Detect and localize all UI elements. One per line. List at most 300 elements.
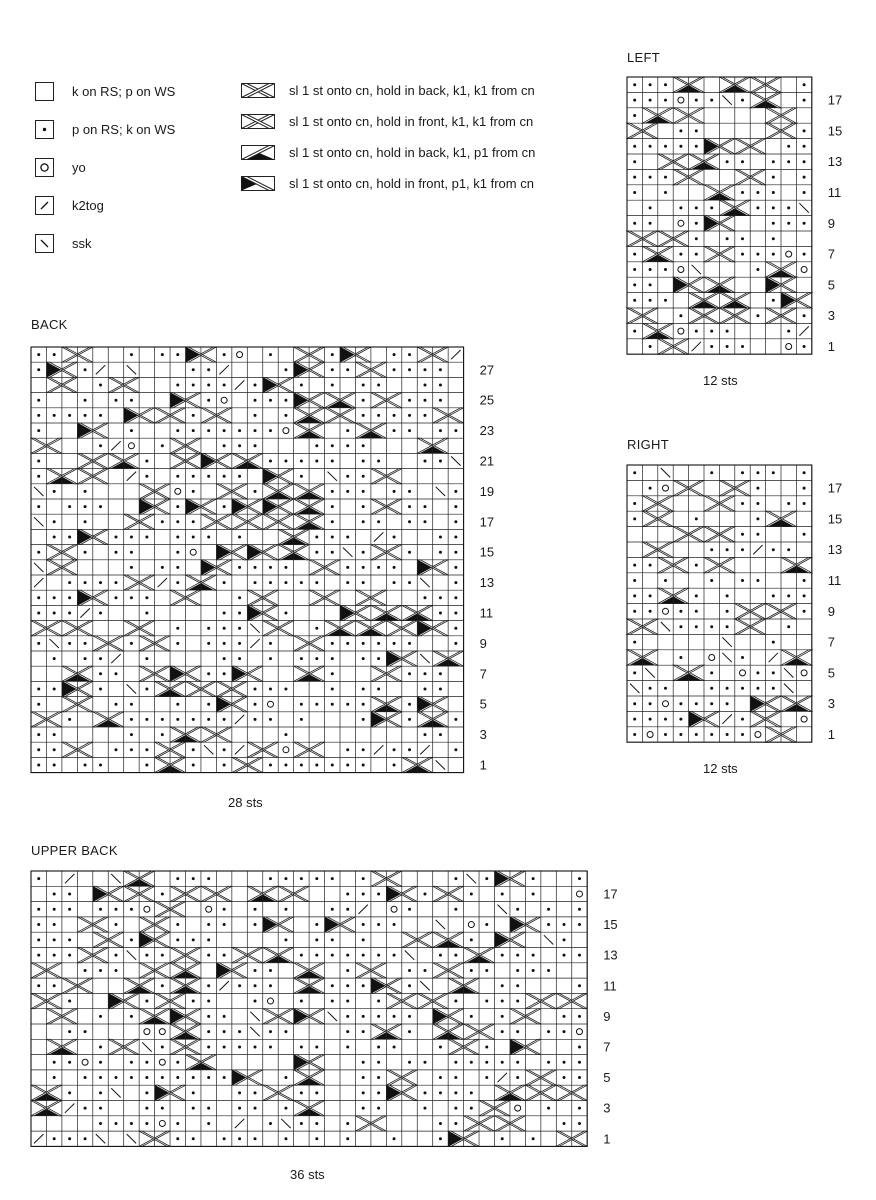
purl-symbol [223,612,226,615]
yo-symbol [678,220,684,226]
purl-symbol [53,764,56,767]
purl-symbol [346,984,349,987]
purl-symbol [516,984,519,987]
ssk-symbol [420,981,429,990]
left-chart-title: LEFT [627,50,660,65]
purl-symbol [269,581,272,584]
purl-symbol [192,877,195,880]
purl-symbol [393,566,396,569]
purl-symbol [145,688,148,691]
purl-symbol [192,748,195,751]
k2tog-symbol [65,874,74,883]
purl-symbol [269,1122,272,1125]
purl-symbol [68,505,71,508]
purl-symbol [161,733,164,736]
purl-symbol [695,733,698,736]
purl-symbol [362,505,365,508]
yo-symbol [206,906,212,912]
purl-symbol [408,399,411,402]
purl-symbol [423,1107,426,1110]
purl-symbol [408,368,411,371]
purl-symbol [439,1137,442,1140]
purl-symbol [161,954,164,957]
row-number: 17 [479,514,495,530]
purl-symbol [377,1107,380,1110]
purl-symbol [423,892,426,895]
purl-symbol [408,984,411,987]
purl-symbol [454,490,457,493]
ssk-symbol [544,935,553,944]
purl-symbol [53,892,56,895]
purl-symbol [346,581,349,584]
row-number: 23 [479,423,495,439]
purl-symbol [346,954,349,957]
purl-symbol [423,520,426,523]
row-number: 1 [827,727,836,742]
purl-symbol [68,596,71,599]
purl-symbol [362,1076,365,1079]
purl-symbol [772,160,775,163]
purl-symbol [362,1107,365,1110]
k2tog-symbol [34,1134,43,1143]
purl-symbol [176,718,179,721]
purl-symbol [563,923,566,926]
purl-symbol [695,222,698,225]
purl-symbol [145,475,148,478]
purl-symbol [223,429,226,432]
purl-symbol [37,908,40,911]
purl-symbol [207,1030,210,1033]
purl-symbol [454,718,457,721]
purl-symbol [664,268,667,271]
purl-symbol [254,908,257,911]
upper-back-stitch-count: 36 sts [290,1167,325,1182]
purl-symbol [331,1000,334,1003]
purl-symbol [346,642,349,645]
purl-symbol [741,253,744,256]
grid-lines [627,465,812,742]
purl-symbol [238,566,241,569]
purl-symbol [161,984,164,987]
purl-symbol [470,1015,473,1018]
purl-symbol [207,429,210,432]
purl-symbol [710,99,713,102]
purl-symbol [53,1076,56,1079]
purl-symbol [269,969,272,972]
purl-symbol [664,145,667,148]
yo-symbol [221,397,227,403]
purl-symbol [331,353,334,356]
purl-symbol [207,703,210,706]
purl-symbol [439,536,442,539]
purl-symbol [145,748,148,751]
purl-symbol [114,596,117,599]
purl-symbol [192,475,195,478]
purl-symbol [331,384,334,387]
purl-symbol [331,877,334,880]
purl-symbol [377,1091,380,1094]
purl-symbol [803,471,806,474]
purl-symbol [254,688,257,691]
purl-symbol [130,353,133,356]
purl-symbol [53,748,56,751]
purl-symbol [68,954,71,957]
purl-symbol [393,353,396,356]
row-number: 11 [479,605,494,621]
purl-symbol [470,1107,473,1110]
purl-symbol [803,191,806,194]
purl-symbol [37,984,40,987]
purl-symbol [130,733,133,736]
purl-symbol [331,703,334,706]
yo-symbol [678,267,684,273]
purl-symbol [37,399,40,402]
purl-symbol [176,429,179,432]
purl-symbol [254,984,257,987]
purl-symbol [254,444,257,447]
purl-symbol [145,536,148,539]
purl-symbol [362,551,365,554]
purl-symbol [114,703,117,706]
purl-symbol [772,641,775,644]
purl-symbol [633,564,636,567]
purl-symbol [346,536,349,539]
purl-symbol [393,923,396,926]
purl-symbol [99,1107,102,1110]
purl-symbol [393,1015,396,1018]
purl-symbol [130,908,133,911]
purl-symbol [331,536,334,539]
yo-symbol [159,1059,165,1065]
purl-symbol [408,908,411,911]
purl-symbol [377,1045,380,1048]
purl-symbol [207,642,210,645]
purl-symbol [393,954,396,957]
purl-symbol [787,206,790,209]
purl-symbol [269,877,272,880]
purl-symbol [787,145,790,148]
purl-symbol [176,1061,179,1064]
yo-symbol [144,906,150,912]
purl-symbol [741,99,744,102]
purl-symbol [145,657,148,660]
purl-symbol [284,1076,287,1079]
yo-symbol [267,998,273,1004]
purl-symbol [393,414,396,417]
purl-symbol [315,581,318,584]
purl-symbol [331,444,334,447]
row-number: 3 [827,696,836,712]
purl-symbol [284,938,287,941]
row-number: 9 [827,215,836,231]
purl-symbol [423,688,426,691]
purl-symbol [84,1076,87,1079]
purl-symbol [84,551,87,554]
purl-symbol [331,764,334,767]
purl-symbol [454,1122,457,1125]
purl-symbol [695,330,698,333]
purl-symbol [161,1045,164,1048]
row-number: 27 [479,362,495,378]
purl-symbol [741,533,744,536]
purl-symbol [726,733,729,736]
purl-symbol [664,176,667,179]
purl-symbol [516,1000,519,1003]
purl-symbol [393,368,396,371]
purl-symbol [485,1061,488,1064]
purl-symbol [254,1137,257,1140]
purl-symbol [710,206,713,209]
left-stitch-count: 12 sts [703,373,738,388]
ssk-symbol [328,1012,337,1021]
purl-symbol [664,299,667,302]
purl-symbol [68,612,71,615]
purl-symbol [346,748,349,751]
ssk-symbol [204,745,213,754]
purl-symbol [346,368,349,371]
purl-symbol [741,687,744,690]
purl-symbol [726,160,729,163]
purl-symbol [803,160,806,163]
purl-symbol [300,764,303,767]
purl-symbol [679,733,682,736]
purl-symbol [408,353,411,356]
purl-symbol [238,657,241,660]
ssk-symbol [420,578,429,587]
purl-symbol [485,1000,488,1003]
purl-symbol [649,145,652,148]
purl-symbol [393,536,396,539]
purl-symbol [300,460,303,463]
purl-symbol [331,938,334,941]
purl-symbol [99,1045,102,1048]
purl-symbol [633,610,636,613]
purl-symbol [741,548,744,551]
yo-symbol [128,443,134,449]
purl-symbol [315,703,318,706]
purl-symbol [53,1061,56,1064]
ssk-symbol [467,874,476,883]
purl-symbol [53,612,56,615]
row-number: 11 [827,185,842,200]
yo-symbol [515,1105,521,1111]
purl-symbol [84,969,87,972]
purl-symbol [439,1091,442,1094]
purl-symbol [161,1107,164,1110]
purl-symbol [408,969,411,972]
purl-symbol [84,581,87,584]
k2tog-symbol [753,545,762,554]
purl-symbol [362,954,365,957]
purl-symbol [454,505,457,508]
row-number: 13 [479,575,495,591]
purl-symbol [408,718,411,721]
purl-symbol [207,923,210,926]
purl-symbol [532,877,535,880]
purl-symbol [649,299,652,302]
purl-symbol [439,399,442,402]
purl-symbol [84,520,87,523]
purl-symbol [362,984,365,987]
row-number: 7 [827,634,836,650]
purl-symbol [454,520,457,523]
purl-symbol [454,566,457,569]
purl-symbol [649,718,652,721]
legend-label: yo [72,160,86,175]
yo-symbol [786,251,792,257]
purl-symbol [679,718,682,721]
purl-symbol [223,1137,226,1140]
purl-symbol [516,1061,519,1064]
purl-symbol [563,954,566,957]
purl-symbol [563,1030,566,1033]
purl-symbol [269,657,272,660]
purl-symbol [633,579,636,582]
purl-symbol [772,548,775,551]
purl-symbol [53,596,56,599]
purl-symbol [114,748,117,751]
purl-symbol [633,145,636,148]
purl-symbol [192,520,195,523]
purl-symbol [53,414,56,417]
yo-symbol [740,670,746,676]
purl-symbol [362,520,365,523]
purl-symbol [547,1030,550,1033]
purl-symbol [53,353,56,356]
purl-symbol [68,938,71,941]
purl-symbol [439,688,442,691]
purl-symbol [68,1061,71,1064]
purl-symbol [741,471,744,474]
purl-symbol [223,954,226,957]
purl-symbol [362,444,365,447]
k2tog-symbol [451,350,460,359]
purl-symbol [726,237,729,240]
right-stitch-count: 12 sts [703,761,738,776]
purl-symbol [439,368,442,371]
purl-symbol [300,1000,303,1003]
purl-symbol [423,1061,426,1064]
legend-label: sl 1 st onto cn, hold in front, k1, k1 from cn [289,114,534,129]
purl-symbol [99,969,102,972]
purl-symbol [254,1107,257,1110]
purl-symbol [223,1030,226,1033]
purl-symbol [756,579,759,582]
purl-symbol [803,502,806,505]
purl-symbol [741,160,744,163]
purl-symbol [346,566,349,569]
purl-symbol [633,299,636,302]
purl-symbol [578,1015,581,1018]
purl-symbol [633,641,636,644]
ssk-symbol [784,684,793,693]
purl-symbol [300,384,303,387]
ssk-symbol [343,548,352,557]
ssk-symbol [111,1088,120,1097]
purl-symbol [485,923,488,926]
purl-symbol [803,145,806,148]
purl-symbol [130,1015,133,1018]
k2tog-symbol [65,1104,74,1113]
purl-symbol [114,399,117,402]
back-chart-grid [31,347,494,773]
purl-symbol [331,505,334,508]
purl-symbol [649,487,652,490]
purl-symbol [114,923,117,926]
purl-symbol [68,581,71,584]
purl-symbol [37,368,40,371]
legend-label: ssk [72,236,92,251]
yo-symbol [755,732,761,738]
purl-symbol [223,923,226,926]
ssk-symbol [436,487,445,496]
purl-symbol [501,954,504,957]
row-number: 5 [603,1070,611,1086]
purl-symbol [207,384,210,387]
purl-symbol [633,330,636,333]
purl-symbol [300,718,303,721]
purl-symbol [238,612,241,615]
purl-symbol [223,718,226,721]
purl-symbol [362,938,365,941]
row-number: 11 [603,978,617,994]
purl-symbol [315,954,318,957]
purl-symbol [710,687,713,690]
purl-symbol [408,551,411,554]
purl-symbol [741,191,744,194]
purl-symbol [710,733,713,736]
purl-symbol [741,733,744,736]
yo-symbol [576,891,582,897]
purl-symbol [756,268,759,271]
yo-symbol [663,485,669,491]
purl-symbol [423,368,426,371]
purl-symbol [649,83,652,86]
purl-symbol [563,1015,566,1018]
purl-symbol [331,551,334,554]
purl-symbol [756,314,759,317]
purl-symbol [679,145,682,148]
purl-symbol [192,718,195,721]
purl-symbol [741,656,744,659]
purl-symbol [516,969,519,972]
purl-symbol [238,1045,241,1048]
purl-symbol [408,581,411,584]
purl-symbol [192,414,195,417]
purl-symbol [114,672,117,675]
ssk-symbol [127,365,136,374]
purl-symbol [633,268,636,271]
purl-symbol [130,399,133,402]
upper-back-chart-grid [31,871,618,1146]
purl-symbol [300,1091,303,1094]
purl-symbol [331,672,334,675]
purl-symbol [756,206,759,209]
purl-symbol [787,548,790,551]
purl-symbol [803,222,806,225]
purl-symbol [223,1045,226,1048]
row-number: 3 [479,727,487,743]
purl-symbol [207,954,210,957]
purl-symbol [284,733,287,736]
k2tog-symbol [235,380,244,389]
purl-symbol [501,1015,504,1018]
purl-symbol [37,954,40,957]
purl-symbol [315,1137,318,1140]
purl-symbol [578,908,581,911]
purl-symbol [649,702,652,705]
purl-symbol [362,748,365,751]
